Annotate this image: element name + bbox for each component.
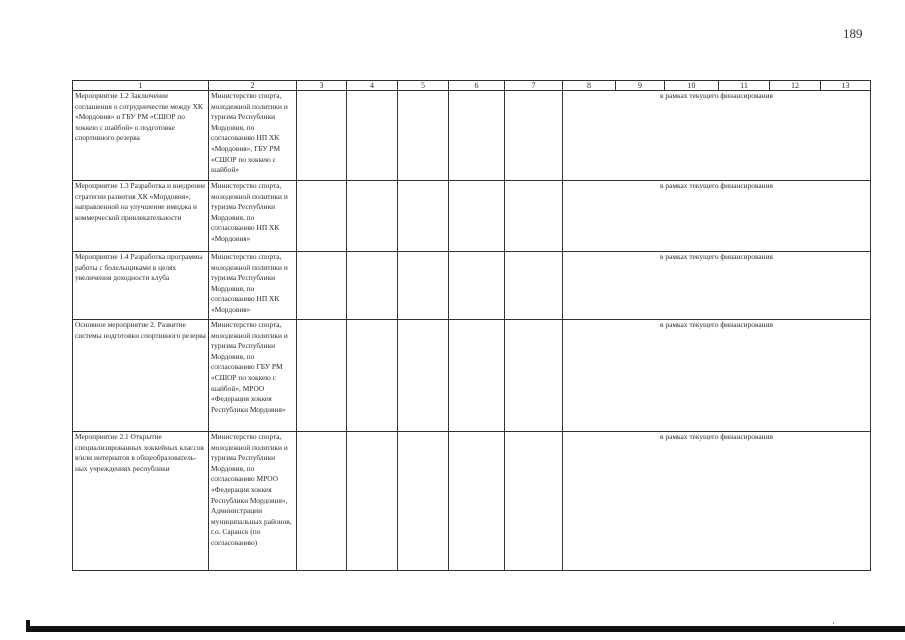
financing-cell: в рамках текущего финансирования xyxy=(563,181,871,252)
table-row xyxy=(73,320,871,432)
column-header: 4 xyxy=(347,81,398,91)
event-cell: Мероприятие 1.2 Заключение соглашения о сотрудничестве между ХК «Мордовия» и ГБУ РМ «СШОР по хоккею с шайбой» о подготовке спортивного резерва xyxy=(73,91,209,181)
column-header: 2 xyxy=(209,81,297,91)
event-cell: Мероприятие 2.1 Открытие специализированных хоккейных классов в/или интернатов в общеобразователь-ных учреждениях республики xyxy=(73,432,209,571)
page-number: 189 xyxy=(843,26,863,41)
empty-cell xyxy=(347,181,398,252)
empty-cell xyxy=(449,91,505,181)
empty-cell xyxy=(505,432,563,571)
empty-cell xyxy=(347,432,398,571)
empty-cell xyxy=(449,181,505,252)
column-header: 3 xyxy=(297,81,347,91)
empty-cell xyxy=(347,320,398,432)
table-row xyxy=(73,91,871,181)
empty-cell xyxy=(449,252,505,320)
empty-cell xyxy=(505,91,563,181)
executor-cell: Министерство спорта, молодежной политики и туризма Республики Мордовия, по согласованию НП ХК «Мордовия», ГБУ РМ «СШОР по хоккею с шайбой» xyxy=(209,91,297,181)
column-header: 8 xyxy=(563,81,616,91)
empty-cell xyxy=(297,181,347,252)
executor-cell: Министерство спорта, молодежной политики и туризма Республики Мордовия, по согласованию ГБУ РМ «СШОР по хоккею с шайбой», МРОО «Федерация хоккея Республики Мордовия» xyxy=(209,320,297,432)
scan-speck xyxy=(833,622,834,624)
empty-cell xyxy=(449,320,505,432)
empty-cell xyxy=(347,91,398,181)
empty-cell xyxy=(505,181,563,252)
executor-cell: Министерство спорта, молодежной политики и туризма Республики Мордовия, по согласованию МРОО «Федерация хоккея Республики Мордовия», Администрации муниципальных районов, г.о. Саранск (по согласованию) xyxy=(209,432,297,571)
executor-cell: Министерство спорта, молодежной политики и туризма Республики Мордовия, по согласованию НП ХК «Мордовия» xyxy=(209,252,297,320)
table-row xyxy=(73,252,871,320)
empty-cell xyxy=(505,320,563,432)
column-number-row xyxy=(73,81,871,91)
financing-cell: в рамках текущего финансирования xyxy=(563,432,871,571)
column-header: 11 xyxy=(719,81,770,91)
empty-cell xyxy=(297,91,347,181)
column-header: 9 xyxy=(616,81,665,91)
financing-cell: в рамках текущего финансирования xyxy=(563,252,871,320)
empty-cell xyxy=(505,252,563,320)
empty-cell xyxy=(398,252,449,320)
column-header: 12 xyxy=(770,81,821,91)
column-header: 6 xyxy=(449,81,505,91)
empty-cell xyxy=(297,320,347,432)
column-header: 10 xyxy=(665,81,719,91)
scan-bottom-border xyxy=(26,626,905,632)
column-header: 13 xyxy=(821,81,871,91)
column-header: 5 xyxy=(398,81,449,91)
empty-cell xyxy=(398,432,449,571)
event-cell: Мероприятие 1.4 Разработка программы работы с болельщиками в целях увеличения доходности клуба xyxy=(73,252,209,320)
empty-cell xyxy=(398,91,449,181)
empty-cell xyxy=(449,432,505,571)
column-header: 7 xyxy=(505,81,563,91)
empty-cell xyxy=(297,432,347,571)
table-row xyxy=(73,181,871,252)
financing-cell: в рамках текущего финансирования xyxy=(563,320,871,432)
empty-cell xyxy=(297,252,347,320)
event-cell: Основное мероприятие 2. Развитие системы подготовки спортивного резерва xyxy=(73,320,209,432)
program-events-table xyxy=(72,80,871,571)
table-row xyxy=(73,432,871,571)
financing-cell: в рамках текущего финансирования xyxy=(563,91,871,181)
empty-cell xyxy=(398,181,449,252)
column-header: 1 xyxy=(73,81,209,91)
executor-cell: Министерство спорта, молодежной политики и туризма Республики Мордовия, по согласованию НП ХК «Мордовия» xyxy=(209,181,297,252)
empty-cell xyxy=(398,320,449,432)
event-cell: Мероприятие 1.3 Разработка и внедрение стратегии развития ХК «Мордовия», направленной на улучшение имиджа и коммерческой привлекательности xyxy=(73,181,209,252)
empty-cell xyxy=(347,252,398,320)
